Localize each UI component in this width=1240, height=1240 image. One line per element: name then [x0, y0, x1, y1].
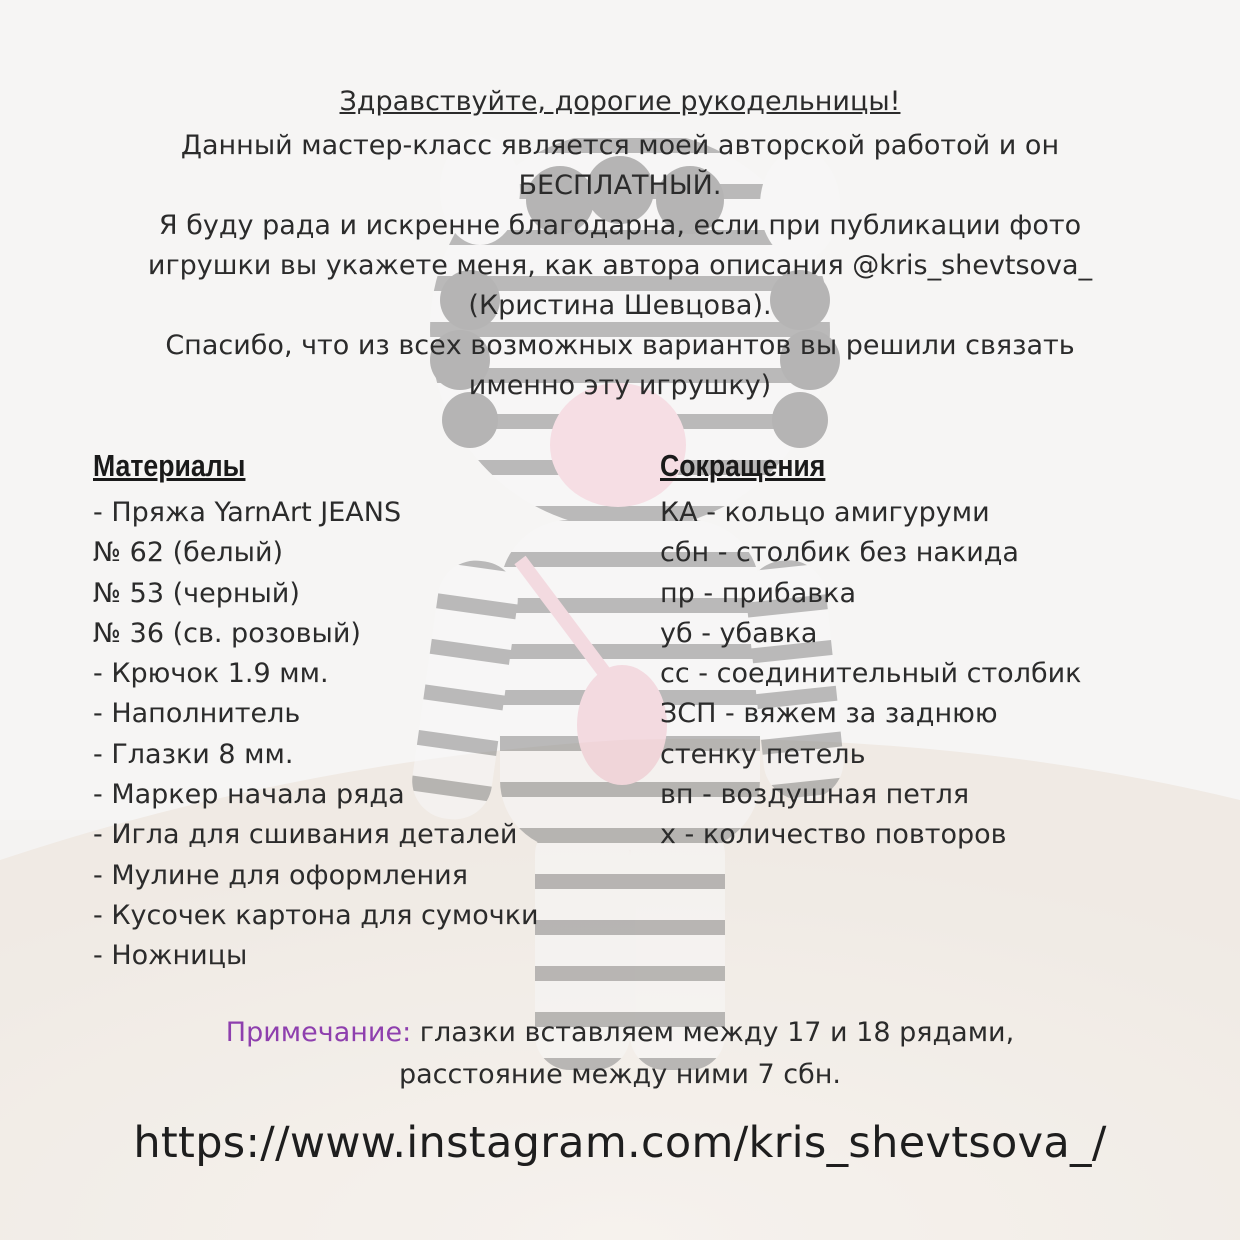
- list-item: - Крючок 1.9 мм.: [93, 658, 329, 690]
- note-line-2: расстояние между ними 7 сбн.: [399, 1059, 841, 1090]
- list-item: - Игла для сшивания деталей: [93, 819, 518, 851]
- list-item: № 62 (белый): [93, 537, 284, 569]
- list-item: № 53 (черный): [93, 577, 300, 609]
- intro-line: именно эту игрушку): [468, 370, 772, 401]
- intro-line: Спасибо, что из всех возможных вариантов вы решили связать: [165, 330, 1075, 361]
- list-item: пр - прибавка: [660, 577, 857, 609]
- list-item: вп - воздушная петля: [660, 779, 970, 811]
- list-item: - Глазки 8 мм.: [93, 738, 294, 770]
- list-item: - Кусочек картона для сумочки: [93, 899, 539, 931]
- intro-line: Я буду рада и искренне благодарна, если при публикации фото: [158, 210, 1082, 241]
- note-label: Примечание:: [225, 1017, 412, 1048]
- intro-line: (Кристина Шевцова).: [468, 290, 772, 321]
- intro-line: Данный мастер-класс является моей авторской работой и он: [180, 130, 1060, 161]
- note-line: [0, 1012, 1240, 1054]
- list-item: - Ножницы: [93, 940, 248, 972]
- intro-line: БЕСПЛАТНЫЙ.: [518, 170, 722, 201]
- list-item: - Мулине для оформления: [93, 859, 468, 891]
- list-item: стенку петель: [660, 738, 866, 770]
- list-item: сбн - столбик без накида: [660, 537, 1019, 569]
- list-item: № 36 (св. розовый): [93, 617, 361, 649]
- materials-heading: Материалы: [93, 448, 246, 483]
- abbreviations-heading: Сокращения: [660, 448, 826, 483]
- list-item: сс - соединительный столбик: [660, 658, 1082, 690]
- list-item: - Маркер начала ряда: [93, 779, 405, 811]
- instagram-url[interactable]: https://www.instagram.com/kris_shevtsova_/: [133, 1118, 1107, 1168]
- intro-text: [90, 126, 1150, 406]
- greeting-title: Здравствуйте, дорогие рукодельницы!: [339, 86, 901, 117]
- materials-list: [93, 493, 539, 977]
- note-block: [0, 1012, 1240, 1096]
- list-item: уб - убавка: [660, 617, 818, 649]
- note-text: глазки вставляем между 17 и 18 рядами,: [419, 1017, 1015, 1048]
- list-item: - Пряжа YarnArt JEANS: [93, 497, 402, 528]
- list-item: ЗСП - вяжем за заднюю: [660, 698, 998, 730]
- intro-line: игрушки вы укажете меня, как автора описания @kris_shevtsova_: [147, 250, 1093, 281]
- list-item: x - количество повторов: [660, 819, 1007, 851]
- list-item: - Наполнитель: [93, 698, 301, 730]
- abbreviations-list: [660, 493, 1081, 856]
- list-item: КА - кольцо амигуруми: [660, 497, 990, 528]
